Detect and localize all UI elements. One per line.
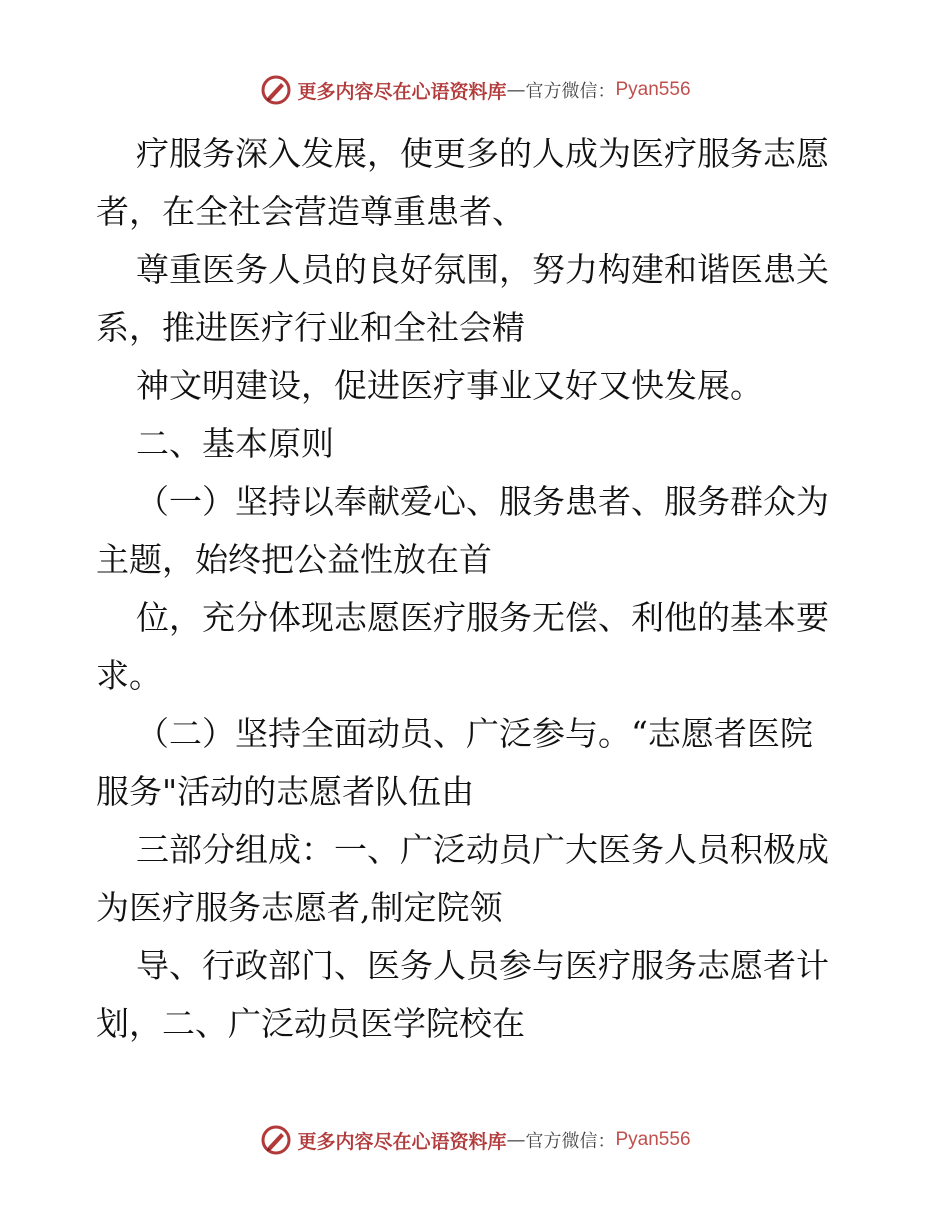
body-line: 神文明建设，促进医疗事业又好又快发展。 xyxy=(136,366,763,405)
body-line: 系，推进医疗行业和全社会精 xyxy=(96,308,525,347)
banner-wechat-label: 官方微信： xyxy=(525,81,616,102)
pen-logo-icon xyxy=(259,1123,293,1157)
body-line: （二）坚持全面动员、广泛参与。“志愿者医院 xyxy=(136,714,813,753)
body-line: 导、行政部门、医务人员参与医疗服务志愿者计 xyxy=(136,946,829,985)
body-line: 疗服务深入发展，使更多的人成为医疗服务志愿 xyxy=(136,134,829,173)
banner-wechat-label: 官方微信： xyxy=(525,1131,616,1152)
body-line: 服务"活动的志愿者队伍由 xyxy=(96,772,475,811)
banner-wechat-id: Pyan556 xyxy=(615,1129,691,1150)
banner-brand-text: 更多内容尽在心语资料库 xyxy=(297,1130,507,1153)
body-line: 位，充分体现志愿医疗服务无偿、利他的基本要 xyxy=(136,598,829,637)
body-line: （一）坚持以奉献爱心、服务患者、服务群众为 xyxy=(136,482,829,521)
document-body xyxy=(96,125,856,1053)
body-line: 主题，始终把公益性放在首 xyxy=(96,540,492,579)
banner-separator: — xyxy=(506,79,526,101)
body-line: 三部分组成：一、广泛动员广大医务人员积极成 xyxy=(136,830,829,869)
footer-banner xyxy=(0,1120,950,1160)
banner-wechat-id: Pyan556 xyxy=(615,79,691,100)
banner-brand-text: 更多内容尽在心语资料库 xyxy=(297,80,507,103)
header-banner xyxy=(0,70,950,110)
banner-separator: — xyxy=(506,1129,526,1151)
body-line: 为医疗服务志愿者,制定院领 xyxy=(96,888,503,927)
body-line: 者，在全社会营造尊重患者、 xyxy=(96,192,525,231)
body-line: 划，二、广泛动员医学院校在 xyxy=(96,1004,525,1043)
body-line: 尊重医务人员的良好氛围，努力构建和谐医患关 xyxy=(136,250,829,289)
section-heading: 二、基本原则 xyxy=(136,424,334,463)
body-line: 求。 xyxy=(96,656,162,695)
pen-logo-icon xyxy=(259,73,293,107)
